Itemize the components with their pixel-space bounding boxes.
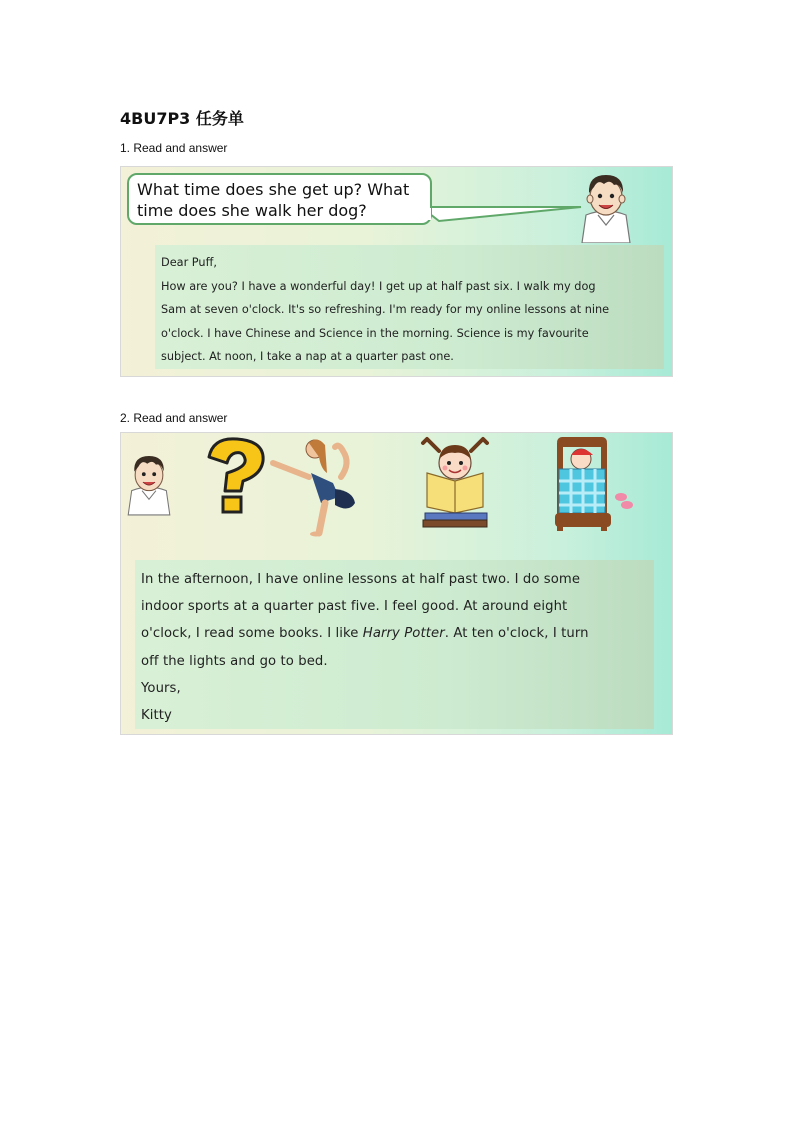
letter-line: In the afternoon, I have online lessons at half past two. I do some	[141, 572, 581, 587]
question-line: time does she walk her dog?	[137, 201, 367, 220]
letter-line: Dear Puff,	[161, 256, 217, 269]
letter-closing: Yours,	[141, 680, 181, 696]
letter-line: off the lights and go to bed.	[141, 653, 328, 669]
section-1-heading: 1. Read and answer	[120, 141, 228, 155]
reading-girl-icon	[417, 433, 493, 533]
book-title: Harry Potter	[362, 626, 445, 642]
section-1-panel	[120, 166, 673, 377]
letter-signature: Kitty	[141, 708, 172, 724]
yoga-girl-icon	[269, 433, 359, 537]
letter-line: subject. At noon, I take a nap at a quarter past one.	[161, 350, 454, 363]
question-line: What time does she get up? What	[137, 180, 410, 199]
section-2-panel	[120, 432, 673, 735]
page-title: 4BU7P3 任务单	[120, 109, 244, 128]
letter-part-2	[135, 560, 654, 729]
question-mark-icon	[203, 435, 269, 515]
sleeping-girl-icon	[551, 433, 635, 539]
section-2-heading: 2. Read and answer	[120, 411, 228, 425]
letter-line: indoor sports at a quarter past five. I feel good. At around eight	[141, 599, 568, 615]
boy-icon	[123, 445, 175, 519]
letter-part-1	[155, 245, 664, 369]
letter-line	[141, 620, 648, 647]
letter-line: o'clock. I have Chinese and Science in the morning. Science is my favourite	[161, 326, 589, 340]
letter-line-text: o'clock, I read some books. I like	[141, 626, 363, 642]
question-bubble	[127, 173, 432, 225]
letter-line: How are you? I have a wonderful day! I get up at half past six. I walk my dog	[161, 279, 596, 293]
letter-line-text: . At ten o'clock, I turn	[444, 626, 589, 642]
letter-line: Sam at seven o'clock. It's so refreshing. I'm ready for my online lessons at nine	[161, 303, 610, 316]
boy-icon	[576, 167, 636, 243]
